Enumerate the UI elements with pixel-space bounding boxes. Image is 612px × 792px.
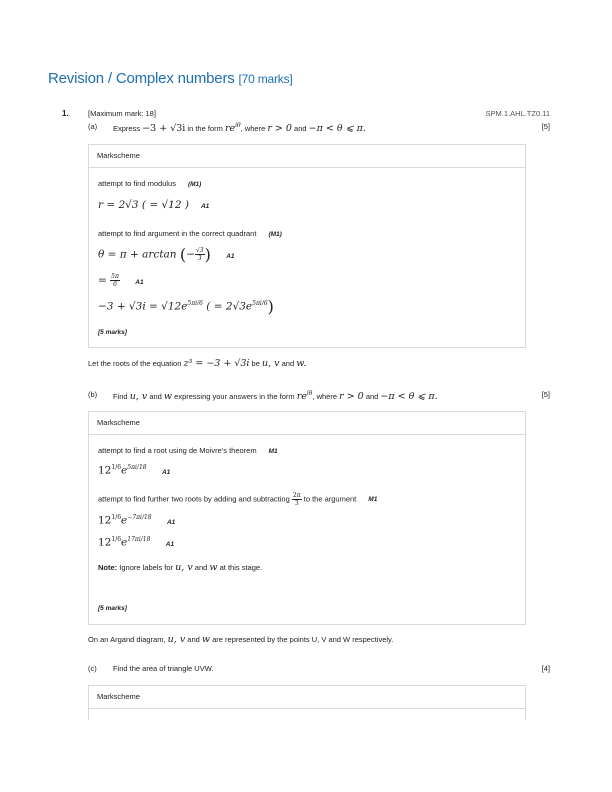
intro-c: On an Argand diagram, u, v and w are represented by the points U, V and W respectively. [88, 634, 394, 645]
ms-a-math-1: r = 2√3 ( = √12 ) A1 [98, 199, 210, 211]
ms-b-root-2: $12^{1/6}e^{-7\pi i/18}$ A1 [98, 514, 176, 527]
ms-a-line-1: attempt to find modulus (M1) [98, 179, 202, 188]
markscheme-header: Markscheme [89, 686, 525, 709]
ms-b-root-3: $12^{1/6}e^{17\pi i/18}$ A1 [98, 536, 175, 549]
part-b-text: Find u, v and w expressing your answers in the form $re^{i\theta}$, where r > 0 and −π < θ ⩽ π. [113, 390, 438, 403]
ms-b-line-2: attempt to find further two roots by adding and subtracting $\frac{2\pi}{3}$ to the argument M1 [98, 492, 378, 507]
ms-b-root-1: $12^{1/6}e^{5\pi i/18}$ A1 [98, 464, 171, 477]
markscheme-header: Markscheme [89, 145, 525, 168]
part-b-label: (b) [88, 390, 98, 399]
question-number: 1. [62, 109, 69, 118]
part-a-text: Express −3 + √3i in the form $re^{i\theta}$, where r > 0 and −π < θ ⩽ π. [113, 122, 366, 135]
markscheme-b [88, 411, 526, 625]
ms-a-line-2: attempt to find argument in the correct quadrant (M1) [98, 229, 282, 238]
markscheme-header: Markscheme [89, 412, 525, 435]
question-code: SPM.1.AHL.TZ0.11 [485, 109, 550, 118]
ms-a-math-4: $-3 + √3i = √12e^{5\pi i/6}$ ( = $2√3e^{5\pi i/6}$) [98, 297, 274, 316]
markscheme-c [88, 685, 526, 720]
intro-b: Let the roots of the equation z³ = −3 + √3i be u, v and w. [88, 358, 307, 369]
ms-a-total: [5 marks] [98, 329, 127, 336]
ms-b-total: [5 marks] [98, 605, 127, 612]
part-c-marks: [4] [541, 664, 550, 673]
page-title: Revision / Complex numbers [70 marks] [48, 70, 293, 87]
ms-b-note: Note: Ignore labels for u, v and w at this stage. [98, 562, 263, 573]
part-a-marks: [5] [541, 122, 550, 131]
max-marks: [Maximum mark: 18] [88, 109, 156, 118]
total-marks: [70 marks] [238, 72, 293, 86]
ms-a-math-3: = $\frac{5\pi}{6}$ A1 [98, 273, 144, 288]
ms-a-math-2: θ = π + arctan (− $\frac{√3}{3}$ ) A1 [98, 245, 235, 264]
markscheme-a [88, 144, 526, 348]
part-c-text: Find the area of triangle UVW. [113, 664, 214, 673]
ms-b-line-1: attempt to find a root using de Moivre's theorem M1 [98, 446, 278, 455]
part-b-marks: [5] [541, 390, 550, 399]
part-a-label: (a) [88, 122, 98, 131]
part-b-row [88, 390, 550, 404]
part-c-row [88, 664, 550, 678]
part-a-row [88, 122, 550, 136]
part-c-label: (c) [88, 664, 97, 673]
